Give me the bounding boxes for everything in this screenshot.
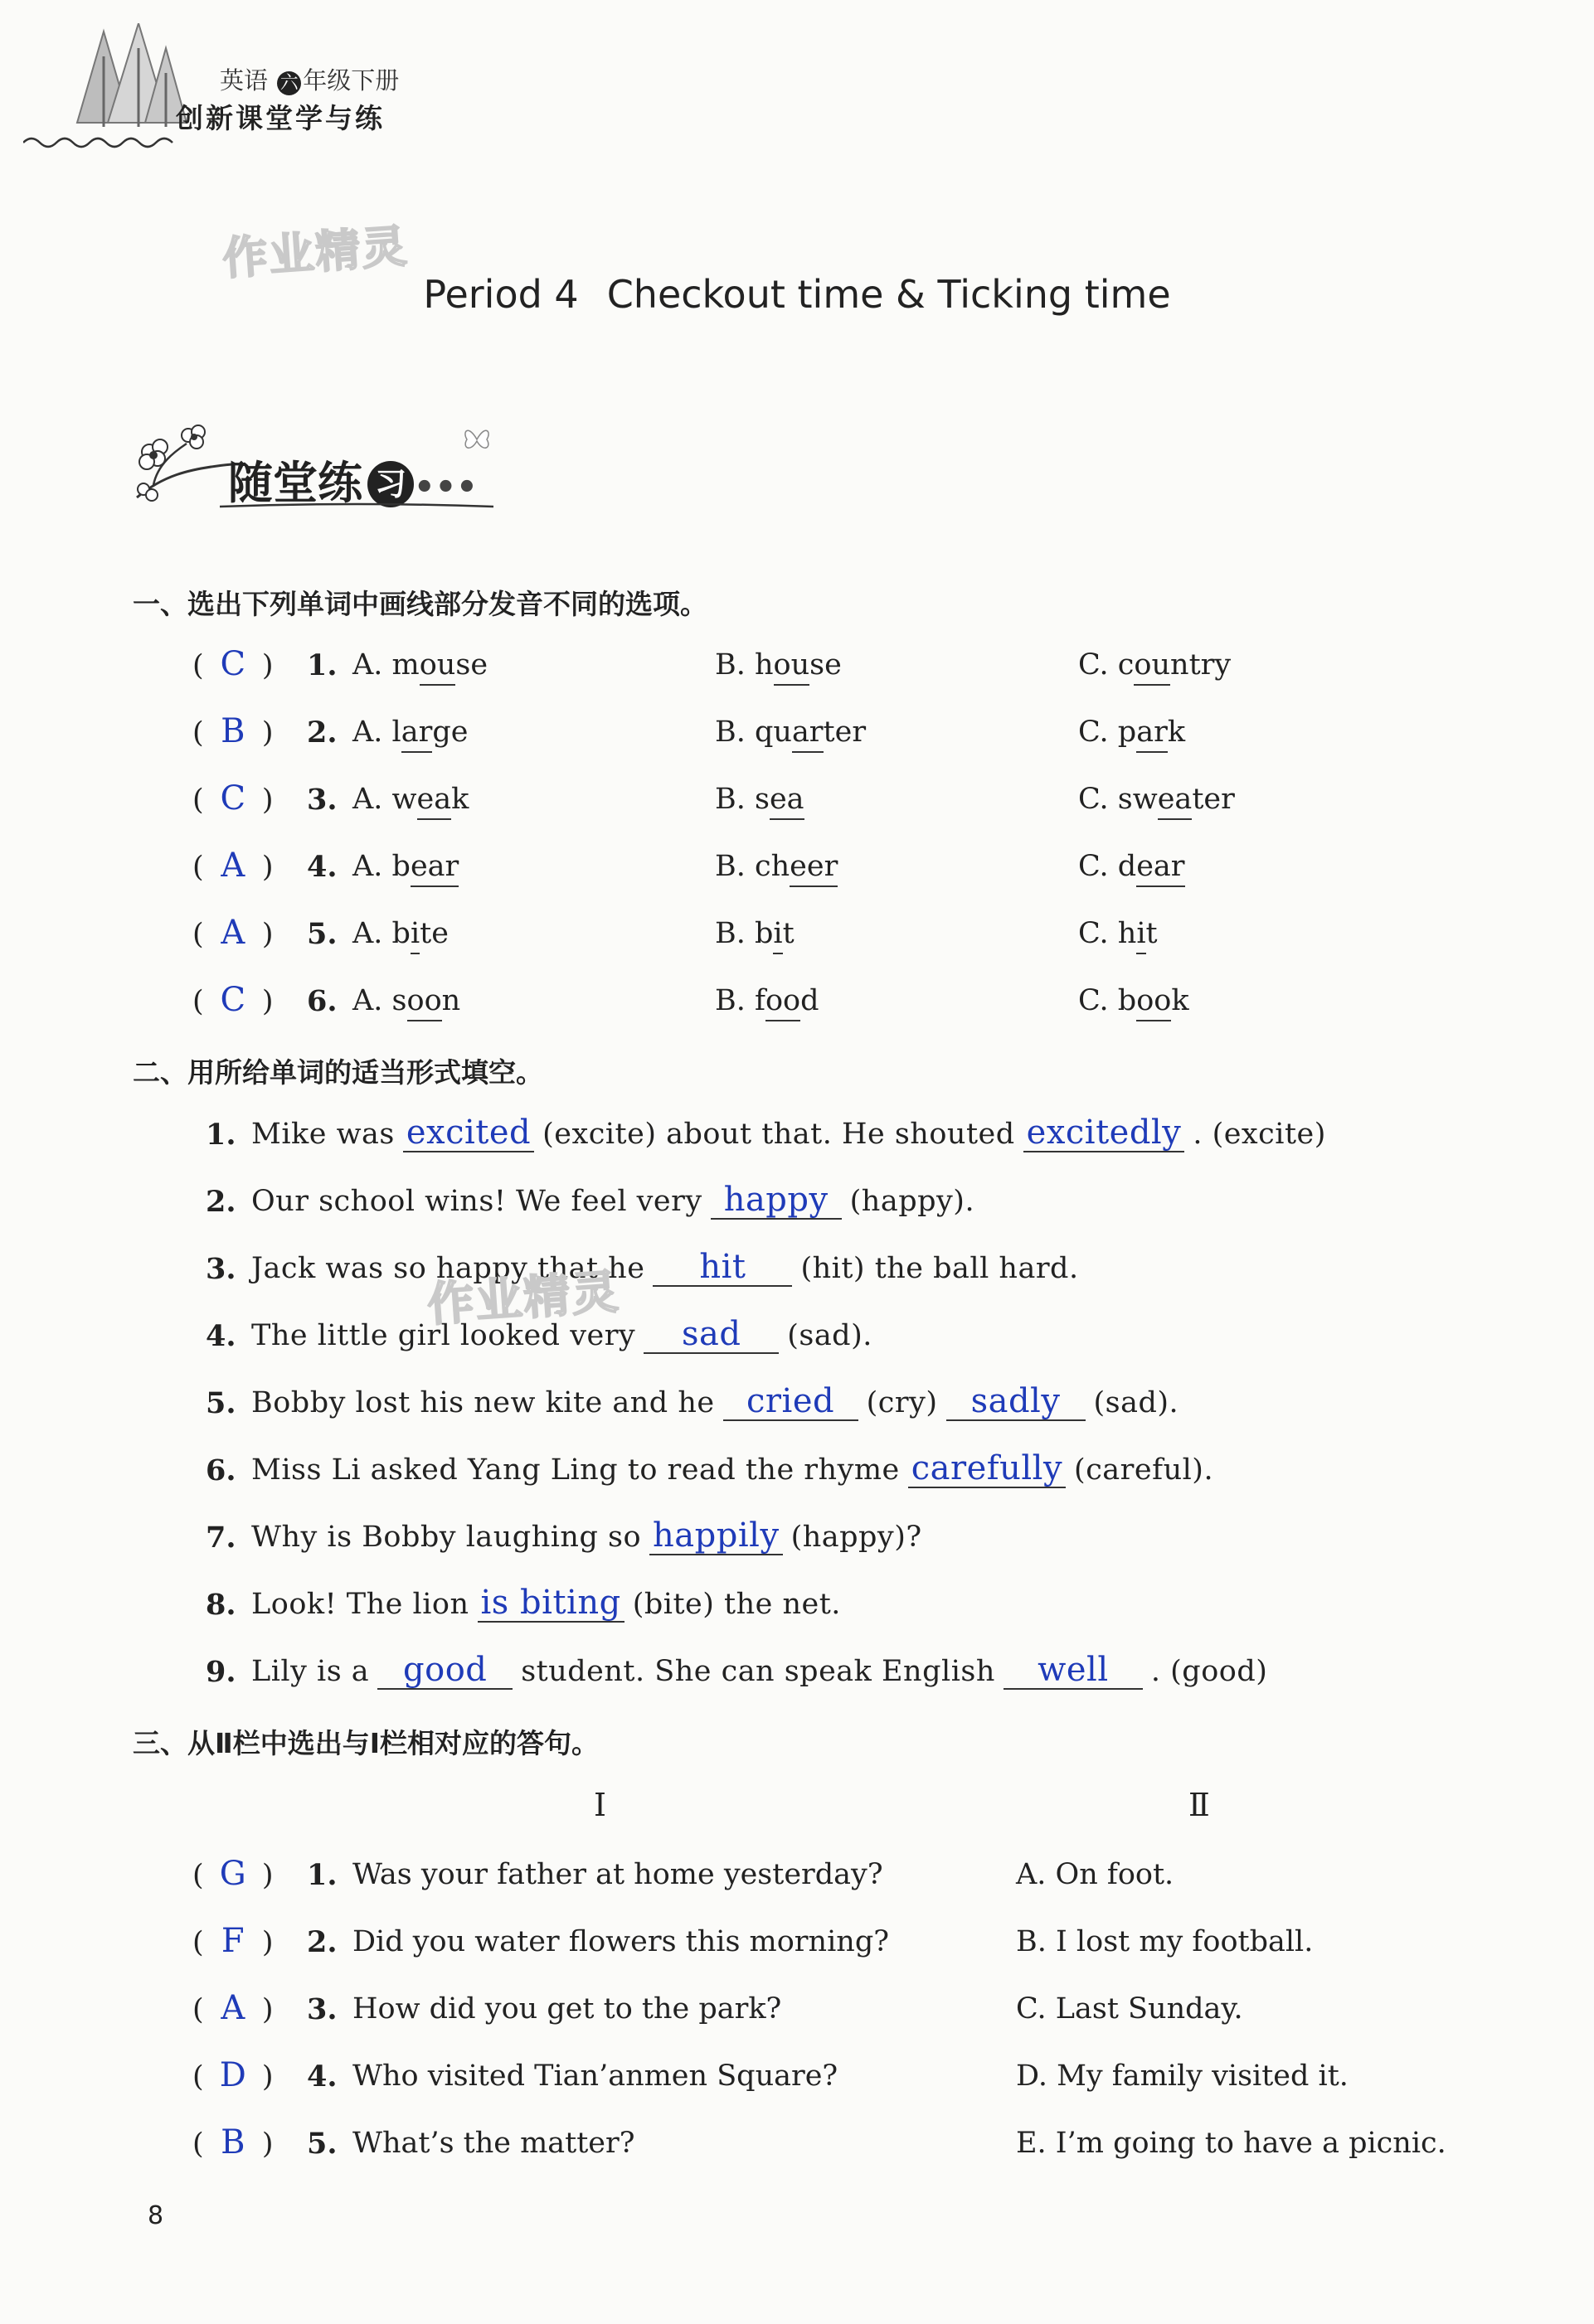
fill-sentence bbox=[251, 1584, 841, 1623]
sentence-text: (excite) about that. He shouted bbox=[542, 1118, 1015, 1151]
answer-blank[interactable]: excited bbox=[403, 1114, 534, 1152]
pine-tree-icon bbox=[70, 23, 191, 131]
underlined-letters: ou bbox=[420, 648, 456, 686]
sentence-text: (sad). bbox=[1093, 1386, 1179, 1419]
answer-paren: ( D ) bbox=[192, 2056, 274, 2094]
period-label: Period 4 bbox=[423, 272, 579, 317]
question-number: 6. bbox=[206, 1453, 236, 1487]
question-number: 5. bbox=[206, 1386, 236, 1420]
question-number: 4. bbox=[307, 850, 338, 884]
answer-paren: ( B ) bbox=[192, 712, 274, 750]
underlined-letters: oo bbox=[407, 984, 442, 1021]
answer-blank[interactable]: happily bbox=[649, 1517, 783, 1555]
underlined-letters: eer bbox=[790, 850, 838, 887]
sentence-text: (bite) the net. bbox=[632, 1588, 841, 1621]
answer-paren: ( A ) bbox=[192, 914, 274, 952]
column-1-header: Ⅰ bbox=[594, 1787, 607, 1823]
answer-paren: ( C ) bbox=[192, 779, 274, 818]
question-number: 9. bbox=[206, 1655, 236, 1689]
answer-paren: ( A ) bbox=[192, 847, 274, 885]
question-number: 2. bbox=[307, 716, 338, 750]
underlined-letters: ear bbox=[1136, 850, 1184, 887]
option-a: A. soon bbox=[352, 984, 460, 1017]
sentence-text: Miss Li asked Yang Ling to read the rhyme bbox=[251, 1453, 900, 1487]
option-b: B. quarter bbox=[715, 716, 866, 749]
answer-letter: D bbox=[219, 2056, 246, 2094]
sentence-text: (cry) bbox=[866, 1386, 938, 1419]
question-number: 3. bbox=[307, 1992, 338, 2026]
answer-letter: C bbox=[220, 645, 246, 683]
sentence-text: student. She can speak English bbox=[521, 1655, 995, 1688]
sentence-text: (sad). bbox=[787, 1319, 872, 1352]
option-a: A. bear bbox=[352, 850, 459, 883]
question-text: Was your father at home yesterday? bbox=[352, 1858, 883, 1891]
answer-blank[interactable]: is biting bbox=[478, 1584, 624, 1623]
question-number: 1. bbox=[206, 1118, 236, 1152]
wave-icon bbox=[23, 133, 177, 153]
banner-badge: 习 bbox=[367, 461, 414, 507]
column-2-header: Ⅱ bbox=[1188, 1787, 1210, 1823]
question-number: 1. bbox=[307, 648, 338, 682]
answer-letter: A bbox=[221, 847, 245, 885]
page-title bbox=[0, 272, 1594, 317]
question-text: Did you water flowers this morning? bbox=[352, 1925, 889, 1958]
option-c: C. sweater bbox=[1078, 783, 1235, 816]
option-b: B. cheer bbox=[715, 850, 838, 883]
sentence-text: (careful). bbox=[1074, 1453, 1214, 1487]
banner-underline bbox=[220, 502, 493, 512]
option-b: B. house bbox=[715, 648, 842, 682]
question-number: 2. bbox=[206, 1185, 236, 1219]
question-number: 1. bbox=[307, 1858, 338, 1892]
section2-heading: 二、用所给单词的适当形式填空。 bbox=[133, 1056, 543, 1089]
underlined-letters: ou bbox=[1134, 648, 1170, 686]
answer-blank[interactable]: excitedly bbox=[1023, 1114, 1185, 1152]
answer-paren: ( F ) bbox=[192, 1922, 274, 1960]
sentence-text: (hit) the ball hard. bbox=[800, 1252, 1079, 1285]
underlined-letters: ar bbox=[1136, 716, 1168, 753]
option-c: C. dear bbox=[1078, 850, 1185, 883]
option-a: A. bite bbox=[352, 917, 449, 950]
question-number: 4. bbox=[206, 1319, 236, 1353]
option-b: B. food bbox=[715, 984, 819, 1017]
response-option: C. Last Sunday. bbox=[1016, 1992, 1243, 2026]
sentence-text: Bobby lost his new kite and he bbox=[251, 1386, 715, 1419]
sentence-text: . (good) bbox=[1150, 1655, 1268, 1688]
underlined-letters: i bbox=[1136, 917, 1145, 954]
sentence-text: Mike was bbox=[251, 1118, 395, 1151]
option-b: B. sea bbox=[715, 783, 804, 816]
option-a: A. weak bbox=[352, 783, 469, 816]
sentence-text: The little girl looked very bbox=[251, 1319, 636, 1352]
fill-sentence bbox=[251, 1652, 1267, 1690]
header-series: 创新课堂学与练 bbox=[176, 102, 385, 134]
sentence-text: Lily is a bbox=[251, 1655, 370, 1688]
answer-blank[interactable]: cried bbox=[723, 1383, 858, 1421]
answer-letter: A bbox=[221, 1989, 245, 2027]
flower-branch-icon bbox=[129, 419, 245, 510]
answer-letter: F bbox=[221, 1922, 245, 1960]
answer-blank[interactable]: well bbox=[1004, 1652, 1143, 1690]
answer-letter: A bbox=[221, 914, 245, 952]
underlined-letters: i bbox=[411, 917, 420, 954]
question-text: Who visited Tian’anmen Square? bbox=[352, 2060, 838, 2093]
period-subtitle: Checkout time & Ticking time bbox=[606, 272, 1171, 317]
underlined-letters: oo bbox=[1136, 984, 1171, 1021]
answer-letter: B bbox=[221, 2123, 245, 2161]
question-number: 5. bbox=[307, 917, 338, 951]
underlined-letters: ar bbox=[401, 716, 433, 753]
response-option: D. My family visited it. bbox=[1016, 2060, 1349, 2093]
answer-paren: ( G ) bbox=[192, 1855, 274, 1893]
banner-label: 随堂练 习 ••• bbox=[228, 457, 478, 509]
fill-sentence bbox=[251, 1383, 1178, 1421]
answer-blank[interactable]: good bbox=[377, 1652, 513, 1690]
question-number: 3. bbox=[206, 1252, 236, 1286]
option-c: C. park bbox=[1078, 716, 1185, 749]
question-number: 5. bbox=[307, 2127, 338, 2161]
answer-paren: ( C ) bbox=[192, 645, 274, 683]
underlined-letters: ar bbox=[792, 716, 824, 753]
underlined-letters: oo bbox=[765, 984, 800, 1021]
page-header bbox=[0, 0, 1594, 158]
question-number: 4. bbox=[307, 2060, 338, 2094]
option-a: A. large bbox=[352, 716, 468, 749]
grade-badge: 六 bbox=[277, 71, 301, 95]
sentence-text: . (excite) bbox=[1193, 1118, 1326, 1151]
answer-letter: C bbox=[220, 981, 246, 1019]
underlined-letters: ea bbox=[1158, 783, 1193, 820]
sentence-text: Why is Bobby laughing so bbox=[251, 1521, 642, 1554]
question-number: 7. bbox=[206, 1521, 236, 1555]
butterfly-icon bbox=[460, 423, 493, 456]
underlined-letters: i bbox=[773, 917, 782, 954]
option-a: A. mouse bbox=[352, 648, 488, 682]
answer-blank[interactable]: sad bbox=[644, 1316, 779, 1354]
answer-paren: ( B ) bbox=[192, 2123, 274, 2161]
section1-heading: 一、选出下列单词中画线部分发音不同的选项。 bbox=[133, 588, 707, 620]
option-c: C. country bbox=[1078, 648, 1231, 682]
question-number: 3. bbox=[307, 783, 338, 817]
underlined-letters: ea bbox=[417, 783, 452, 820]
answer-paren: ( A ) bbox=[192, 1989, 274, 2027]
sentence-text: Look! The lion bbox=[251, 1588, 469, 1621]
answer-blank[interactable]: hit bbox=[653, 1249, 792, 1287]
option-b: B. bit bbox=[715, 917, 795, 950]
underlined-letters: ea bbox=[770, 783, 804, 820]
fill-sentence bbox=[251, 1249, 1079, 1287]
underlined-letters: ear bbox=[411, 850, 459, 887]
answer-blank[interactable]: happy bbox=[711, 1181, 842, 1220]
sentence-text: (happy). bbox=[849, 1185, 975, 1218]
question-text: What’s the matter? bbox=[352, 2127, 635, 2160]
section3-heading: 三、从Ⅱ栏中选出与Ⅰ栏相对应的答句。 bbox=[133, 1727, 600, 1759]
response-option: E. I’m going to have a picnic. bbox=[1016, 2127, 1446, 2160]
response-option: A. On foot. bbox=[1016, 1858, 1174, 1891]
question-number: 6. bbox=[307, 984, 338, 1018]
watermark: 作业精灵 bbox=[221, 220, 411, 285]
response-option: B. I lost my football. bbox=[1016, 1925, 1314, 1958]
fill-sentence bbox=[251, 1181, 974, 1220]
sentence-text: (happy)? bbox=[790, 1521, 922, 1554]
answer-blank[interactable]: carefully bbox=[908, 1450, 1066, 1488]
fill-sentence bbox=[251, 1114, 1326, 1152]
fill-sentence bbox=[251, 1450, 1213, 1488]
practice-banner bbox=[129, 419, 535, 526]
answer-paren: ( C ) bbox=[192, 981, 274, 1019]
header-subject: 英语 六 年级下册 bbox=[220, 66, 400, 95]
answer-letter: C bbox=[220, 779, 246, 818]
answer-blank[interactable]: sadly bbox=[946, 1383, 1086, 1421]
fill-sentence bbox=[251, 1517, 922, 1555]
question-number: 8. bbox=[206, 1588, 236, 1622]
watermark-2: 作业精灵 bbox=[425, 1264, 622, 1333]
option-c: C. book bbox=[1078, 984, 1189, 1017]
question-text: How did you get to the park? bbox=[352, 1992, 782, 2026]
underlined-letters: ou bbox=[774, 648, 810, 686]
answer-letter: G bbox=[219, 1855, 246, 1893]
sentence-text: Jack was so happy that he bbox=[251, 1252, 645, 1285]
option-c: C. hit bbox=[1078, 917, 1158, 950]
page-number: 8 bbox=[148, 2201, 164, 2230]
answer-letter: B bbox=[221, 712, 245, 750]
sentence-text: Our school wins! We feel very bbox=[251, 1185, 702, 1218]
question-number: 2. bbox=[307, 1925, 338, 1959]
